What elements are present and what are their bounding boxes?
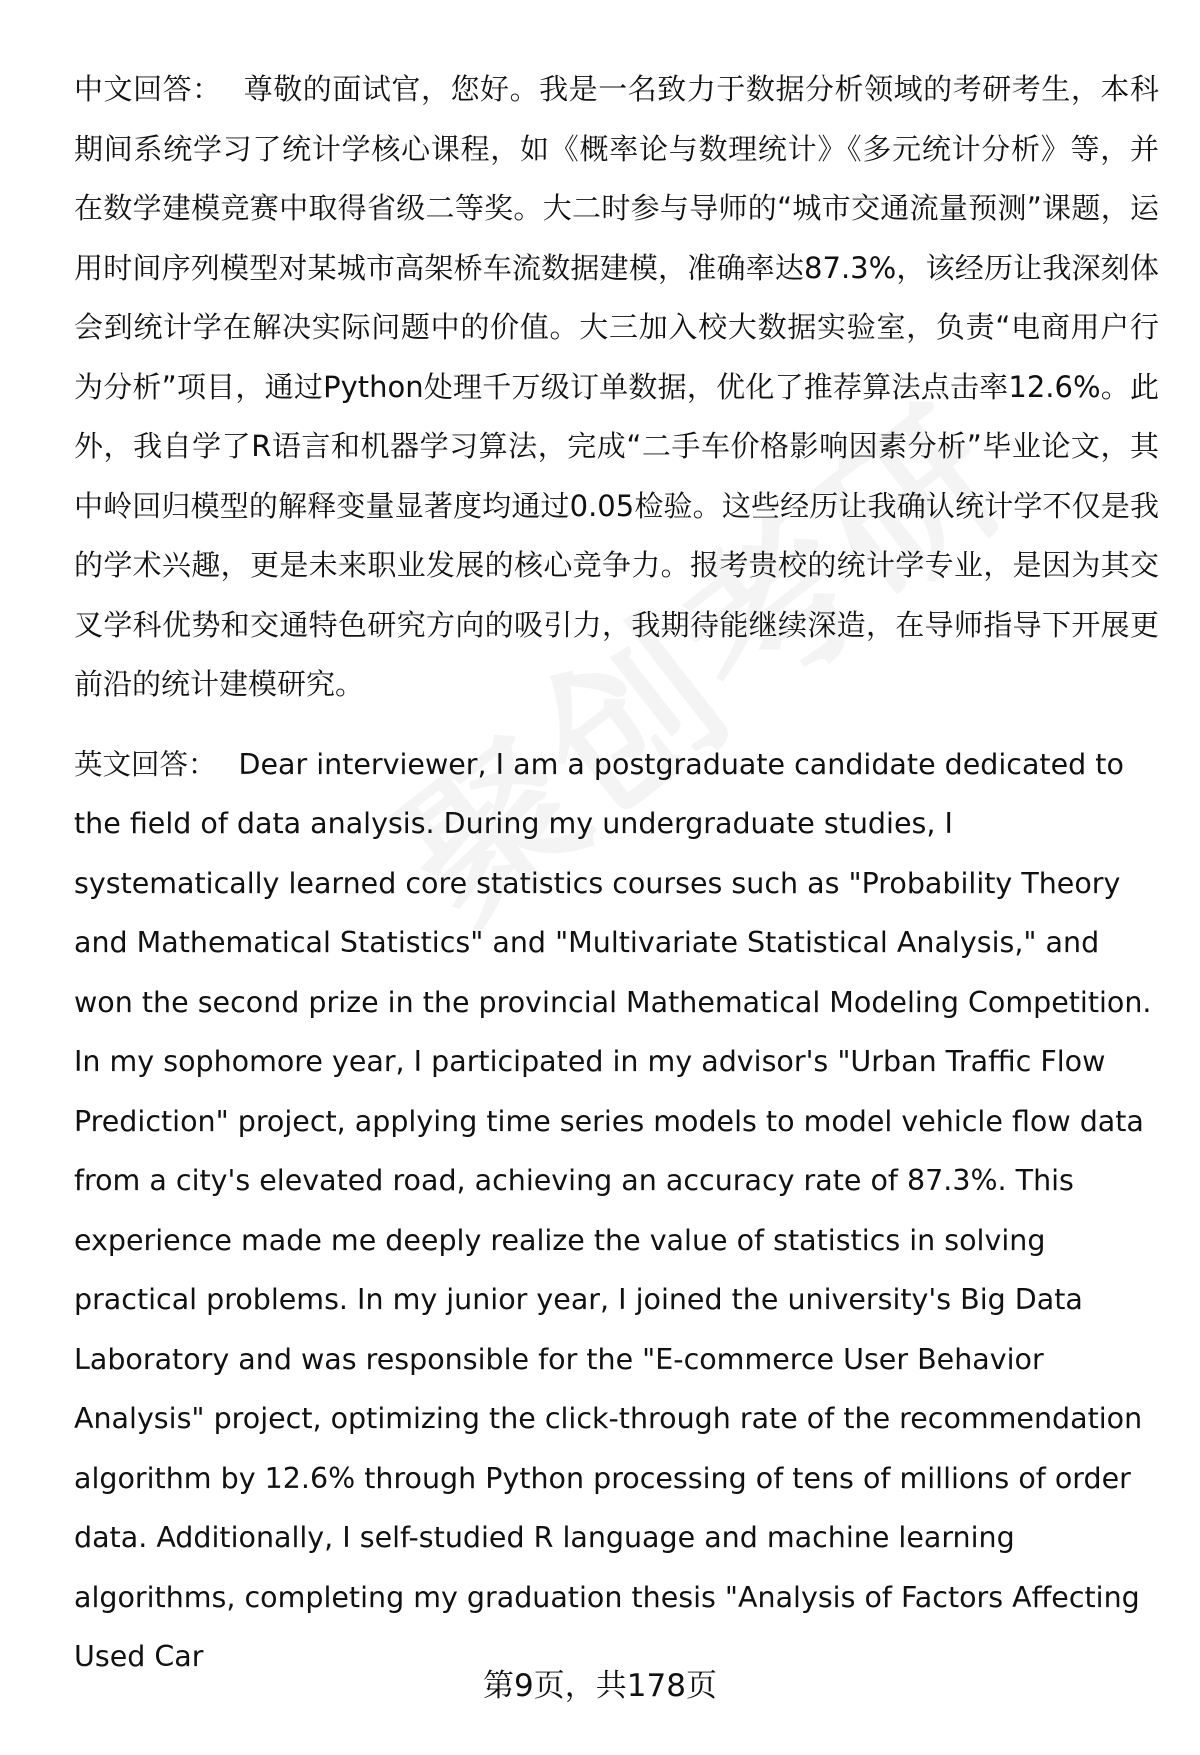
document-body (74, 60, 1159, 1687)
chinese-answer-label: 中文回答： (74, 72, 222, 106)
chinese-answer-paragraph (74, 60, 1159, 715)
chinese-answer-text: 尊敬的面试官，您好。我是一名致力于数据分析领域的考研考生，本科期间系统学习了统计学核心课程，如《概率论与数理统计》《多元统计分析》等，并在数学建模竞赛中取得省级二等奖。大二时参与导师的“城市交通流量预测”课题，运用时间序列模型对某城市高架桥车流数据建模，准确率达87.3%，该经历让我深刻体会到统计学在解决实际问题中的价值。大三加入校大数据实验室，负责“电商用户行为分析”项目，通过Python处理千万级订单数据，优化了推荐算法点击率12.6%。此外，我自学了R语言和机器学习算法，完成“二手车价格影响因素分析”毕业论文，其中岭回归模型的解释变量显著度均通过0.05检验。这些经历让我确认统计学不仅是我的学术兴趣，更是未来职业发展的核心竞争力。报考贵校的统计学专业，是因为其交叉学科优势和交通特色研究方向的吸引力，我期待能继续深造，在导师指导下开展更前沿的统计建模研究。 (74, 72, 1159, 701)
page-number-footer: 第9页，共178页 (483, 1668, 717, 1704)
english-answer-paragraph (74, 735, 1159, 1687)
english-answer-text: Dear interviewer, I am a postgraduate candidate dedicated to the field of data analysis. During my undergraduate studies, I systematically learned core statistics courses such as "Probability Theory and Mathematical Statistics" and "Multivariate Statistical Analysis," and won the second prize in the provincial Mathematical Modeling Competition. In my sophomore year, I participated in my advisor's "Urban Traffic Flow Prediction" project, applying time series models to model vehicle flow data from a city's elevated road, achieving an accuracy rate of 87.3%. This experience made me deeply realize the value of statistics in solving practical problems. In my junior year, I joined the university's Big Data Laboratory and was responsible for the "E-commerce User Behavior Analysis" project, optimizing the click-through rate of the recommendation algorithm by 12.6% through Python processing of tens of millions of order data. Additionally, I self-studied R language and machine learning algorithms, completing my graduation thesis "Analysis of Factors Affecting Used Car (74, 747, 1152, 1673)
english-answer-label: 英文回答： (74, 747, 217, 781)
